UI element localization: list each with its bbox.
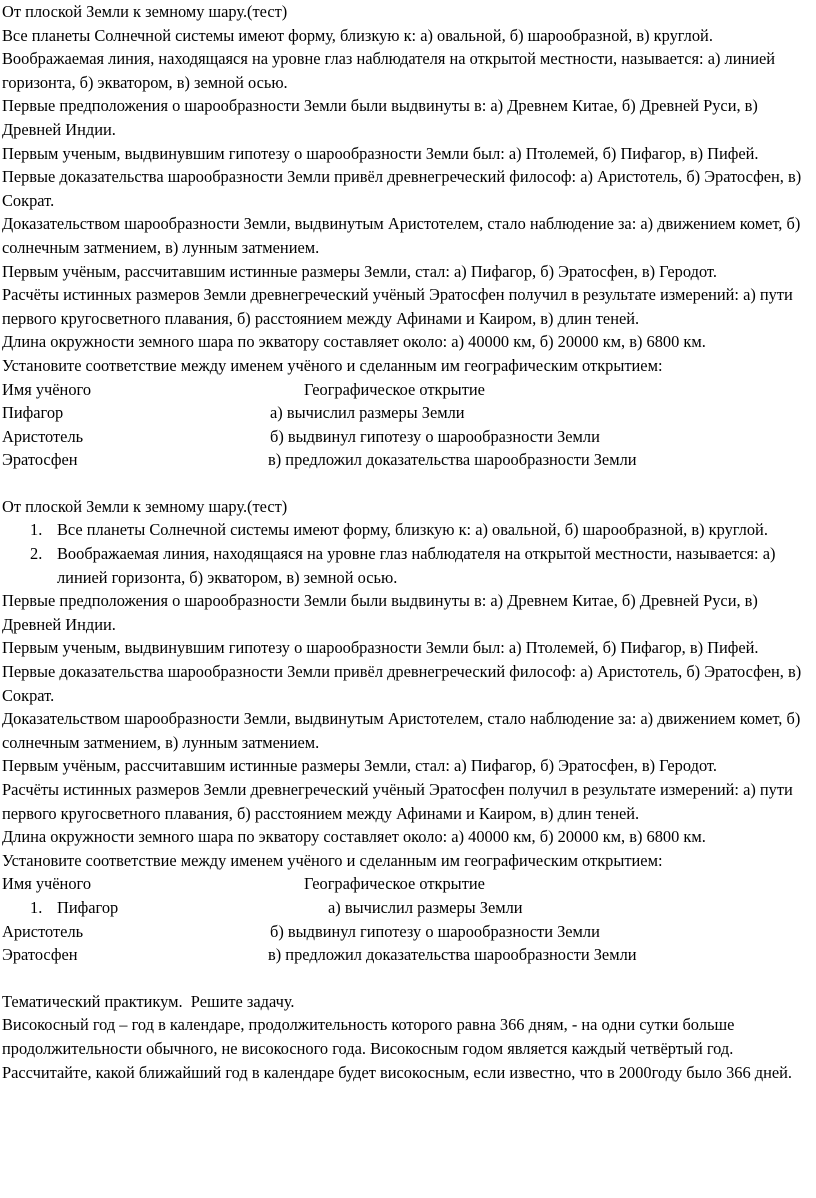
- table-row: [2, 401, 812, 425]
- test-block-1: [2, 0, 812, 472]
- question: Первые предположения о шарообразности Земли были выдвинуты в: а) Древнем Китае, б) Древней Руси, в) Древней Индии.: [2, 591, 758, 634]
- test-title: От плоской Земли к земному шару.(тест): [2, 2, 288, 21]
- spacer: [2, 967, 812, 990]
- question: Первым ученым, выдвинувшим гипотезу о шарообразности Земли был: а) Птолемей, б) Пифагор, в) Пифей.: [2, 638, 759, 658]
- question: Установите соответствие между именем учёного и сделанным им географическим открытием:: [2, 355, 663, 375]
- discovery-text: б) выдвинул гипотезу о шарообразности Земли: [270, 921, 600, 941]
- list-number: 1.: [30, 897, 43, 917]
- table-row: [2, 896, 812, 920]
- list-number: 2.: [30, 544, 43, 564]
- discovery-text: в) предложил доказательства шарообразности Земли: [268, 450, 637, 470]
- table-header-row: [2, 378, 812, 402]
- question: Установите соответствие между именем учёного и сделанным им географическим открытием:: [2, 850, 663, 870]
- scientist-name: Пифагор: [57, 897, 119, 917]
- column-header-discovery: Географическое открытие: [304, 379, 485, 399]
- discovery-text: в) предложил доказательства шарообразности Земли: [268, 945, 637, 965]
- spacer: [2, 472, 812, 495]
- question: Расчёты истинных размеров Земли древнегреческий учёный Эратосфен получил в результате измерений: а) пути первого кругосветного плавания, б) расстоянием между Афинами и Каиром, в) длин теней.: [2, 780, 793, 823]
- table-row: [2, 425, 812, 449]
- table-header-row: [2, 872, 812, 896]
- table-row: [2, 943, 812, 967]
- column-header-discovery: Географическое открытие: [304, 874, 485, 894]
- question: Воображаемая линия, находящаяся на уровне глаз наблюдателя на открытой местности, называется: а) линией горизонта, б) экватором, в) земной осью.: [2, 49, 776, 92]
- discovery-text: а) вычислил размеры Земли: [270, 403, 465, 423]
- list-number: 1.: [30, 520, 43, 540]
- scientist-name: Эратосфен: [2, 945, 78, 965]
- numbered-list: [2, 518, 812, 589]
- question: Длина окружности земного шара по экватору составляет около: а) 40000 км, б) 20000 км, в) 6800 км.: [2, 827, 706, 847]
- practicum-block: [2, 990, 812, 1084]
- question: Все планеты Солнечной системы имеют форму, близкую к: а) овальной, б) шарообразной, в) круглой.: [2, 25, 713, 45]
- list-item-text: Воображаемая линия, находящаяся на уровне глаз наблюдателя на открытой местности, называется: а) линией горизонта, б) экватором, в) земной осью.: [57, 544, 776, 587]
- table-row: [2, 920, 812, 944]
- question: Первым ученым, выдвинувшим гипотезу о шарообразности Земли был: а) Птолемей, б) Пифагор, в) Пифей.: [2, 143, 759, 163]
- question: Длина окружности земного шара по экватору составляет около: а) 40000 км, б) 20000 км, в) 6800 км.: [2, 332, 706, 352]
- question: Первым учёным, рассчитавшим истинные размеры Земли, стал: а) Пифагор, б) Эратосфен, в) Геродот.: [2, 756, 717, 776]
- question: Первые предположения о шарообразности Земли были выдвинуты в: а) Древнем Китае, б) Древней Руси, в) Древней Индии.: [2, 96, 758, 139]
- scientist-name: Аристотель: [2, 426, 84, 446]
- question: Доказательством шарообразности Земли, выдвинутым Аристотелем, стало наблюдение за: а) движением комет, б) солнечным затмением, в) лунным затмением.: [2, 214, 801, 257]
- test-block-2: [2, 495, 812, 967]
- column-header-scientist: Имя учёного: [2, 874, 92, 894]
- list-item: [2, 518, 812, 542]
- scientist-name: Эратосфен: [2, 450, 78, 470]
- scientist-name: Пифагор: [2, 403, 64, 423]
- list-item-text: Все планеты Солнечной системы имеют форму, близкую к: а) овальной, б) шарообразной, в) круглой.: [57, 520, 768, 540]
- matching-table: [2, 872, 812, 966]
- question: Первые доказательства шарообразности Земли привёл древнегреческий философ: а) Аристотель, б) Эратосфен, в) Сократ.: [2, 662, 802, 705]
- question: Расчёты истинных размеров Земли древнегреческий учёный Эратосфен получил в результате измерений: а) пути первого кругосветного плавания, б) расстоянием между Афинами и Каиром, в) длин теней.: [2, 285, 793, 328]
- table-row: [2, 448, 812, 472]
- scientist-name: Аристотель: [2, 921, 84, 941]
- discovery-text: а) вычислил размеры Земли: [328, 897, 523, 917]
- matching-table: [2, 378, 812, 472]
- question: Первые доказательства шарообразности Земли привёл древнегреческий философ: а) Аристотель, б) Эратосфен, в) Сократ.: [2, 167, 802, 210]
- discovery-text: б) выдвинул гипотезу о шарообразности Земли: [270, 426, 600, 446]
- column-header-scientist: Имя учёного: [2, 379, 92, 399]
- practicum-title: Тематический практикум. Решите задачу.: [2, 991, 295, 1011]
- list-item: [2, 542, 812, 589]
- question: Доказательством шарообразности Земли, выдвинутым Аристотелем, стало наблюдение за: а) движением комет, б) солнечным затмением, в) лунным затмением.: [2, 709, 801, 752]
- question: Первым учёным, рассчитавшим истинные размеры Земли, стал: а) Пифагор, б) Эратосфен, в) Геродот.: [2, 261, 717, 281]
- practicum-task: Високосный год – год в календаре, продолжительность которого равна 366 дням, - на одни сутки больше продолжительности обычного, не високосного года. Високосным годом является каждый четвёртый год. Рассчитайте, какой ближайший год в календаре будет високосным, если известно, что в 2000году было 366 дней.: [2, 1015, 793, 1082]
- test-title: От плоской Земли к земному шару.(тест): [2, 496, 288, 516]
